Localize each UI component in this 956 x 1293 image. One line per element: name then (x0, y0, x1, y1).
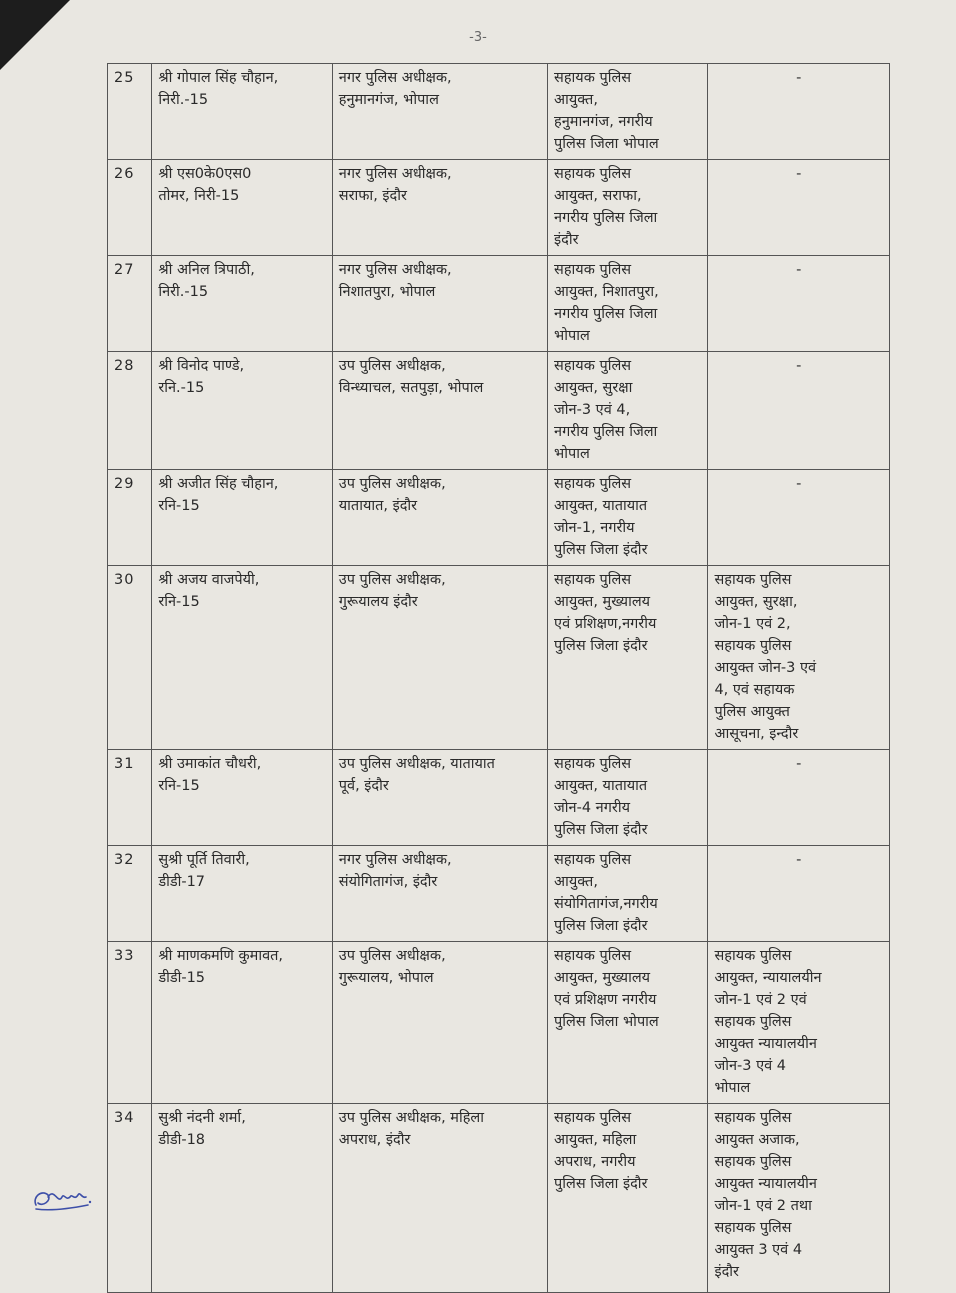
serial-number: 31 (108, 750, 152, 846)
new-posting: सहायक पुलिस आयुक्त, महिला अपराध, नगरीय पुलिस जिला इंदौर (548, 1104, 708, 1293)
officer-name: श्री उमाकांत चौधरी, रनि-15 (152, 750, 332, 846)
officer-name: श्री गोपाल सिंह चौहान, निरी.-15 (152, 64, 332, 160)
current-posting: नगर पुलिस अधीक्षक, हनुमानगंज, भोपाल (332, 64, 547, 160)
current-posting: उप पुलिस अधीक्षक, गुरूयालय इंदौर (332, 566, 547, 750)
new-posting: सहायक पुलिस आयुक्त, सराफा, नगरीय पुलिस जिला इंदौर (548, 160, 708, 256)
table-row (108, 846, 890, 942)
additional-charge: - (708, 352, 890, 470)
officer-name: श्री विनोद पाण्डे, रनि.-15 (152, 352, 332, 470)
current-posting: उप पुलिस अधीक्षक, महिला अपराध, इंदौर (332, 1104, 547, 1293)
officer-name: श्री अजीत सिंह चौहान, रनि-15 (152, 470, 332, 566)
officer-name: श्री माणकमणि कुमावत, डीडी-15 (152, 942, 332, 1104)
serial-number: 25 (108, 64, 152, 160)
officer-name: सुश्री नंदनी शर्मा, डीडी-18 (152, 1104, 332, 1293)
additional-charge: - (708, 470, 890, 566)
page-number: -3- (469, 30, 487, 45)
serial-number: 33 (108, 942, 152, 1104)
handwritten-signature (28, 1175, 98, 1220)
new-posting: सहायक पुलिस आयुक्त, सुरक्षा जोन-3 एवं 4, नगरीय पुलिस जिला भोपाल (548, 352, 708, 470)
new-posting: सहायक पुलिस आयुक्त, यातायात जोन-1, नगरीय पुलिस जिला इंदौर (548, 470, 708, 566)
table-row (108, 470, 890, 566)
table-row (108, 1104, 890, 1293)
table-row (108, 566, 890, 750)
new-posting: सहायक पुलिस आयुक्त, निशातपुरा, नगरीय पुलिस जिला भोपाल (548, 256, 708, 352)
new-posting: सहायक पुलिस आयुक्त, यातायात जोन-4 नगरीय पुलिस जिला इंदौर (548, 750, 708, 846)
new-posting: सहायक पुलिस आयुक्त, मुख्यालय एवं प्रशिक्षण,नगरीय पुलिस जिला इंदौर (548, 566, 708, 750)
new-posting: सहायक पुलिस आयुक्त, मुख्यालय एवं प्रशिक्षण नगरीय पुलिस जिला भोपाल (548, 942, 708, 1104)
additional-charge: - (708, 750, 890, 846)
additional-charge: सहायक पुलिस आयुक्त, न्यायालयीन जोन-1 एवं 2 एवं सहायक पुलिस आयुक्त न्यायालयीन जोन-3 एवं 4 भोपाल (708, 942, 890, 1104)
table-row (108, 942, 890, 1104)
serial-number: 26 (108, 160, 152, 256)
additional-charge: - (708, 64, 890, 160)
additional-charge: - (708, 160, 890, 256)
additional-charge: - (708, 256, 890, 352)
table-row (108, 256, 890, 352)
current-posting: नगर पुलिस अधीक्षक, सराफा, इंदौर (332, 160, 547, 256)
serial-number: 28 (108, 352, 152, 470)
current-posting: उप पुलिस अधीक्षक, यातायात पूर्व, इंदौर (332, 750, 547, 846)
serial-number: 32 (108, 846, 152, 942)
table-row (108, 750, 890, 846)
additional-charge: सहायक पुलिस आयुक्त अजाक, सहायक पुलिस आयुक्त न्यायालयीन जोन-1 एवं 2 तथा सहायक पुलिस आयुक्त 3 एवं 4 इंदौर (708, 1104, 890, 1293)
current-posting: नगर पुलिस अधीक्षक, निशातपुरा, भोपाल (332, 256, 547, 352)
serial-number: 29 (108, 470, 152, 566)
serial-number: 27 (108, 256, 152, 352)
current-posting: उप पुलिस अधीक्षक, गुरूयालय, भोपाल (332, 942, 547, 1104)
transfer-orders-table (107, 63, 890, 1293)
serial-number: 30 (108, 566, 152, 750)
current-posting: उप पुलिस अधीक्षक, विन्ध्याचल, सतपुड़ा, भोपाल (332, 352, 547, 470)
current-posting: नगर पुलिस अधीक्षक, संयोगितागंज, इंदौर (332, 846, 547, 942)
new-posting: सहायक पुलिस आयुक्त, संयोगितागंज,नगरीय पुलिस जिला इंदौर (548, 846, 708, 942)
additional-charge: सहायक पुलिस आयुक्त, सुरक्षा, जोन-1 एवं 2, सहायक पुलिस आयुक्त जोन-3 एवं 4, एवं सहायक पुलिस आयुक्त आसूचना, इन्दौर (708, 566, 890, 750)
current-posting: उप पुलिस अधीक्षक, यातायात, इंदौर (332, 470, 547, 566)
table-body (108, 64, 890, 1293)
new-posting: सहायक पुलिस आयुक्त, हनुमानगंज, नगरीय पुलिस जिला भोपाल (548, 64, 708, 160)
table-row (108, 352, 890, 470)
officer-name: श्री अजय वाजपेयी, रनि-15 (152, 566, 332, 750)
officer-name: श्री अनिल त्रिपाठी, निरी.-15 (152, 256, 332, 352)
serial-number: 34 (108, 1104, 152, 1293)
additional-charge: - (708, 846, 890, 942)
table-row (108, 160, 890, 256)
table-row (108, 64, 890, 160)
officer-name: सुश्री पूर्ति तिवारी, डीडी-17 (152, 846, 332, 942)
officer-name: श्री एस0के0एस0 तोमर, निरी-15 (152, 160, 332, 256)
